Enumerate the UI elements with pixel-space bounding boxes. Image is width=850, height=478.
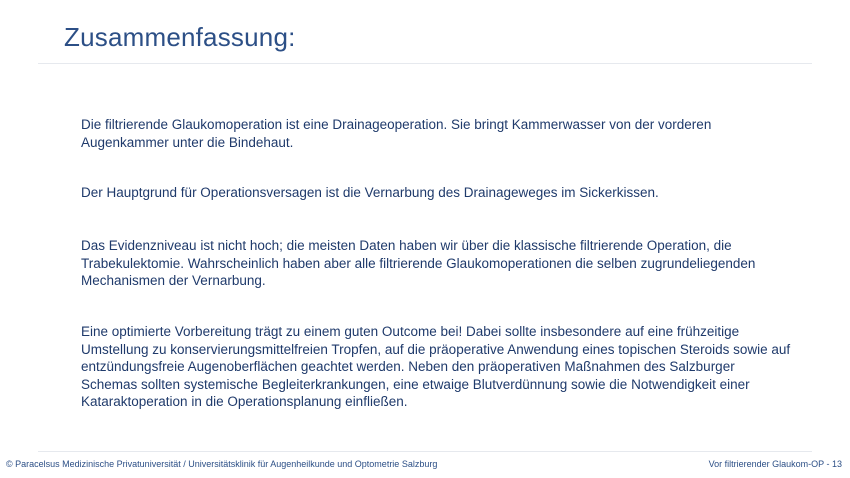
title-divider [38, 63, 812, 64]
paragraph-preparation: Eine optimierte Vorbereitung trägt zu einem guten Outcome bei! Dabei sollte insbesondere auf eine frühzeitige Umstellung zu konservierungsmittelfreien Tropfen, auf die präoperative Anwendung eines topischen Steroids sowie auf entzündungsfreie Augenoberflächen geachtet werden. Neben den präoperativen Maßnahmen des Salzburger Schemas sollten systemische Begleiterkrankungen, eine etwaige Blutverdünnung sowie die Notwendigkeit einer Kataraktoperation in die Operationsplanung einfließen. [81, 324, 791, 409]
paragraph-drainage: Die filtrierende Glaukomoperation ist eine Drainageoperation. Sie bringt Kammerwasser von der vorderen Augenkammer unter die Bindehaut. [81, 117, 712, 150]
paragraph-evidence: Das Evidenzniveau ist nicht hoch; die meisten Daten haben wir über die klassische filtrierende Operation, die Trabekulektomie. Wahrscheinlich haben aber alle filtrierende Glaukomoperationen die selben zugrundeliegenden Mechanismen der Vernarbung. [81, 238, 756, 288]
footer-divider [38, 451, 812, 452]
footer-page-number: Vor filtrierender Glaukom-OP - 13 [708, 459, 842, 469]
slide-title: Zusammenfassung: [64, 22, 296, 52]
footer-copyright: © Paracelsus Medizinische Privatuniversität / Universitätsklinik für Augenheilkunde und Optometrie Salzburg [6, 459, 438, 469]
paragraph-failure-reason: Der Hauptgrund für Operationsversagen ist die Vernarbung des Drainageweges im Sickerkissen. [81, 185, 659, 200]
